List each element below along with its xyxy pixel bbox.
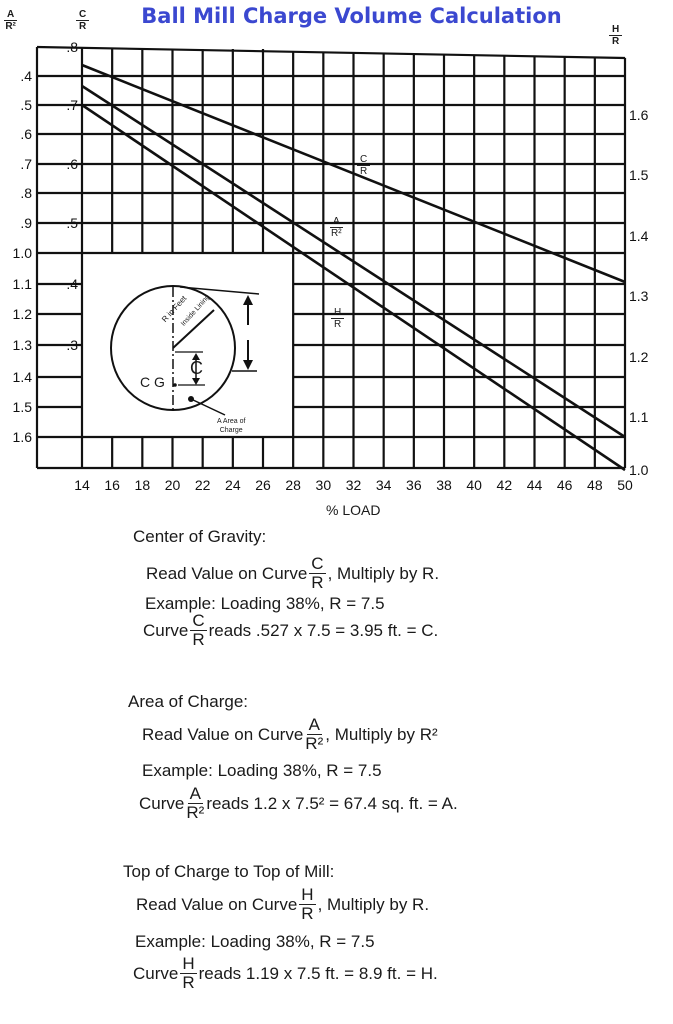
svg-text:1.2: 1.2 bbox=[629, 349, 649, 365]
axis-label-h-r: $\frac{H}{R}$ bbox=[609, 24, 622, 47]
top-example: Example: Loading 38%, R = 7.5 bbox=[135, 932, 375, 951]
area-heading: Area of Charge: bbox=[128, 692, 249, 711]
svg-text:1.0: 1.0 bbox=[629, 462, 649, 478]
fraction: C R bbox=[311, 554, 324, 592]
top-heading: Top of Charge to Top of Mill: bbox=[123, 862, 335, 881]
svg-text:.7: .7 bbox=[66, 97, 78, 113]
curve-label-a-r2: $\frac{A}{\text{R²}}$ bbox=[331, 216, 342, 239]
svg-text:1.4: 1.4 bbox=[629, 228, 649, 244]
svg-text:46: 46 bbox=[556, 477, 573, 493]
inset-diagram bbox=[111, 286, 259, 415]
svg-text:20: 20 bbox=[164, 477, 181, 493]
area-read-line: Read Value on Curve A R² , Multiply by R² bbox=[142, 715, 438, 753]
curve-label-c-r: $\frac{C}{R}$ bbox=[357, 154, 370, 177]
area-example: Example: Loading 38%, R = 7.5 bbox=[142, 761, 382, 780]
svg-text:1.6: 1.6 bbox=[12, 429, 32, 445]
axis-label-c-r: $\frac{C}{R}$ bbox=[76, 9, 89, 32]
cg-heading: Center of Gravity: bbox=[133, 527, 267, 546]
cg-read-line: Read Value on Curve C R , Multiply by R. bbox=[146, 554, 440, 592]
svg-text:.5: .5 bbox=[66, 215, 78, 231]
curve-label-h-r: $\frac{H}{R}$ bbox=[331, 307, 344, 330]
svg-text:42: 42 bbox=[496, 477, 513, 493]
svg-text:1.4: 1.4 bbox=[12, 369, 32, 385]
svg-text:.8: .8 bbox=[20, 185, 32, 201]
svg-text:34: 34 bbox=[375, 477, 392, 493]
svg-text:24: 24 bbox=[225, 477, 241, 493]
svg-text:1.5: 1.5 bbox=[12, 399, 32, 415]
inset-cg-label: C G bbox=[140, 374, 165, 390]
svg-text:.3: .3 bbox=[66, 337, 78, 353]
fraction: C R bbox=[192, 611, 205, 649]
cg-example: Example: Loading 38%, R = 7.5 bbox=[145, 594, 385, 613]
svg-text:14: 14 bbox=[74, 477, 90, 493]
svg-text:16: 16 bbox=[104, 477, 120, 493]
inset-lining-label: Inside Lining bbox=[180, 293, 212, 328]
x-axis-label: % LOAD bbox=[326, 502, 381, 518]
svg-text:1.5: 1.5 bbox=[629, 167, 649, 183]
svg-text:1.2: 1.2 bbox=[12, 306, 32, 322]
inset-radius-label: R in Feet bbox=[160, 293, 189, 325]
tick-labels bbox=[13, 39, 649, 493]
fraction: A R² bbox=[186, 784, 205, 822]
svg-text:1.1: 1.1 bbox=[629, 409, 649, 425]
svg-text:.4: .4 bbox=[20, 68, 32, 84]
svg-text:.5: .5 bbox=[20, 97, 32, 113]
svg-text:1.3: 1.3 bbox=[12, 337, 32, 353]
svg-text:50: 50 bbox=[617, 477, 633, 493]
svg-text:.9: .9 bbox=[20, 215, 32, 231]
top-curve-line: Curve H R reads 1.19 x 7.5 ft. = 8.9 ft. = H. bbox=[133, 954, 438, 992]
svg-text:.7: .7 bbox=[20, 156, 32, 172]
axis-label-a-r2: $\frac{A}{\text{R²}}$ bbox=[5, 9, 16, 32]
svg-text:1.1: 1.1 bbox=[12, 276, 32, 292]
svg-text:28: 28 bbox=[285, 477, 301, 493]
svg-text:48: 48 bbox=[587, 477, 603, 493]
svg-text:1.0: 1.0 bbox=[12, 245, 32, 261]
svg-text:.6: .6 bbox=[20, 126, 32, 142]
svg-text:.8: .8 bbox=[66, 39, 78, 55]
top-read-line: Read Value on Curve H R , Multiply by R. bbox=[136, 885, 430, 923]
area-curve-line: Curve A R² reads 1.2 x 7.5² = 67.4 sq. ft. = A. bbox=[139, 784, 458, 822]
svg-text:40: 40 bbox=[466, 477, 482, 493]
fraction: H R bbox=[301, 885, 314, 923]
svg-text:.4: .4 bbox=[66, 276, 78, 292]
inset-area-label: A Area of Charge bbox=[217, 418, 246, 434]
svg-text:22: 22 bbox=[194, 477, 211, 493]
fraction: H R bbox=[182, 954, 195, 992]
fraction: A R² bbox=[305, 715, 324, 753]
svg-text:.6: .6 bbox=[66, 156, 78, 172]
cg-curve-line: Curve C R reads .527 x 7.5 = 3.95 ft. = C. bbox=[143, 611, 439, 649]
svg-text:44: 44 bbox=[526, 477, 543, 493]
svg-text:32: 32 bbox=[345, 477, 362, 493]
svg-text:36: 36 bbox=[406, 477, 422, 493]
svg-text:18: 18 bbox=[134, 477, 151, 493]
svg-text:38: 38 bbox=[436, 477, 452, 493]
svg-text:30: 30 bbox=[315, 477, 332, 493]
page-title: Ball Mill Charge Volume Calculation bbox=[141, 4, 562, 28]
svg-text:26: 26 bbox=[255, 477, 271, 493]
svg-text:1.6: 1.6 bbox=[629, 107, 649, 123]
inset-c-label: C bbox=[190, 358, 203, 378]
svg-text:1.3: 1.3 bbox=[629, 288, 649, 304]
grid-lines bbox=[37, 47, 625, 468]
